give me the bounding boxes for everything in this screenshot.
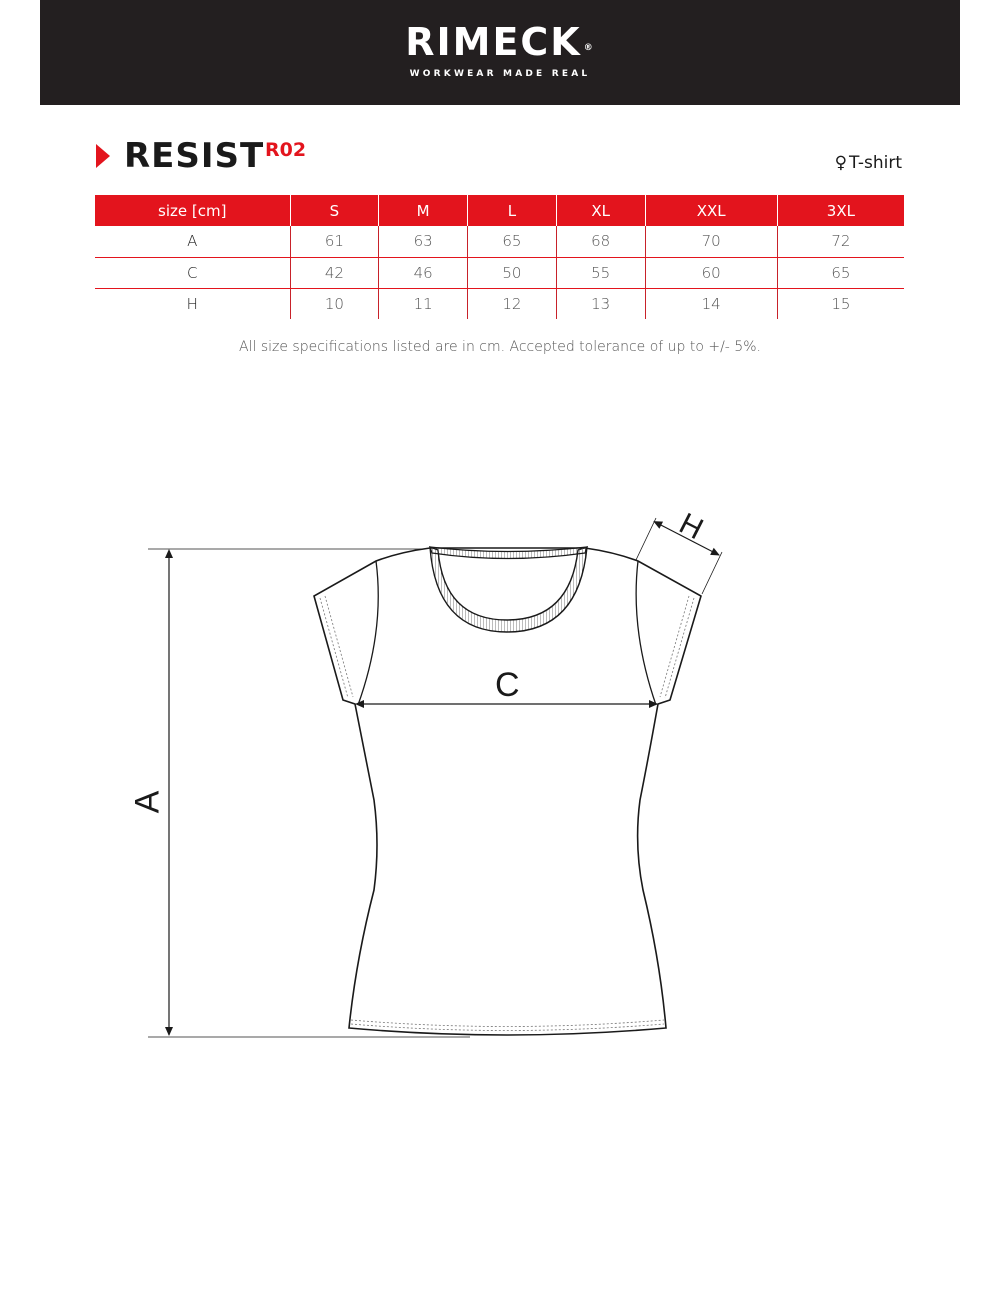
table-cell: 70 <box>645 226 777 257</box>
product-code: R02 <box>265 139 307 161</box>
table-cell: 15 <box>831 294 851 313</box>
garment-type: T-shirt <box>849 153 902 173</box>
table-cell: 65 <box>777 257 904 288</box>
tolerance-note: All size specifications listed are in cm. Accepted tolerance of up to +/- 5%. <box>239 339 761 355</box>
table-cell: 61 <box>290 226 379 257</box>
table-cell: 72 <box>777 226 904 257</box>
brand-name: RIMECK <box>405 20 582 64</box>
row-label: H <box>95 288 290 319</box>
table-cell: 46 <box>379 257 468 288</box>
dimension-label-c: C <box>495 666 520 704</box>
dimension-label-h: H <box>673 506 709 547</box>
size-col-header: M <box>379 195 468 226</box>
table-cell: 68 <box>556 226 645 257</box>
table-cell: 60 <box>645 257 777 288</box>
size-header-label: size [cm] <box>95 195 290 226</box>
registered-mark: ® <box>583 43 595 53</box>
product-title: RESIST <box>124 136 265 176</box>
table-cell: 14 <box>645 288 777 319</box>
brand-tagline: WORKWEAR MADE REAL <box>409 69 591 79</box>
table-cell: 65 <box>468 226 557 257</box>
table-cell: 11 <box>379 288 468 319</box>
table-cell: 13 <box>556 288 645 319</box>
table-cell: 55 <box>556 257 645 288</box>
female-icon: ♀ <box>834 153 848 173</box>
size-col-header: S <box>290 195 379 226</box>
size-col-header: XXL <box>645 195 777 226</box>
h-extension-line-1 <box>636 518 656 560</box>
row-label: A <box>95 226 290 257</box>
dimension-label-a: A <box>128 790 167 814</box>
table-cell: 42 <box>290 257 379 288</box>
size-col-header: 3XL <box>777 195 904 226</box>
table-cell: 63 <box>379 226 468 257</box>
size-col-header: XL <box>556 195 645 226</box>
row-label: C <box>95 257 290 288</box>
h-extension-line-2 <box>702 552 722 594</box>
table-cell: 12 <box>468 288 557 319</box>
table-cell: 50 <box>468 257 557 288</box>
size-col-header: L <box>468 195 557 226</box>
table-cell: 10 <box>290 288 379 319</box>
